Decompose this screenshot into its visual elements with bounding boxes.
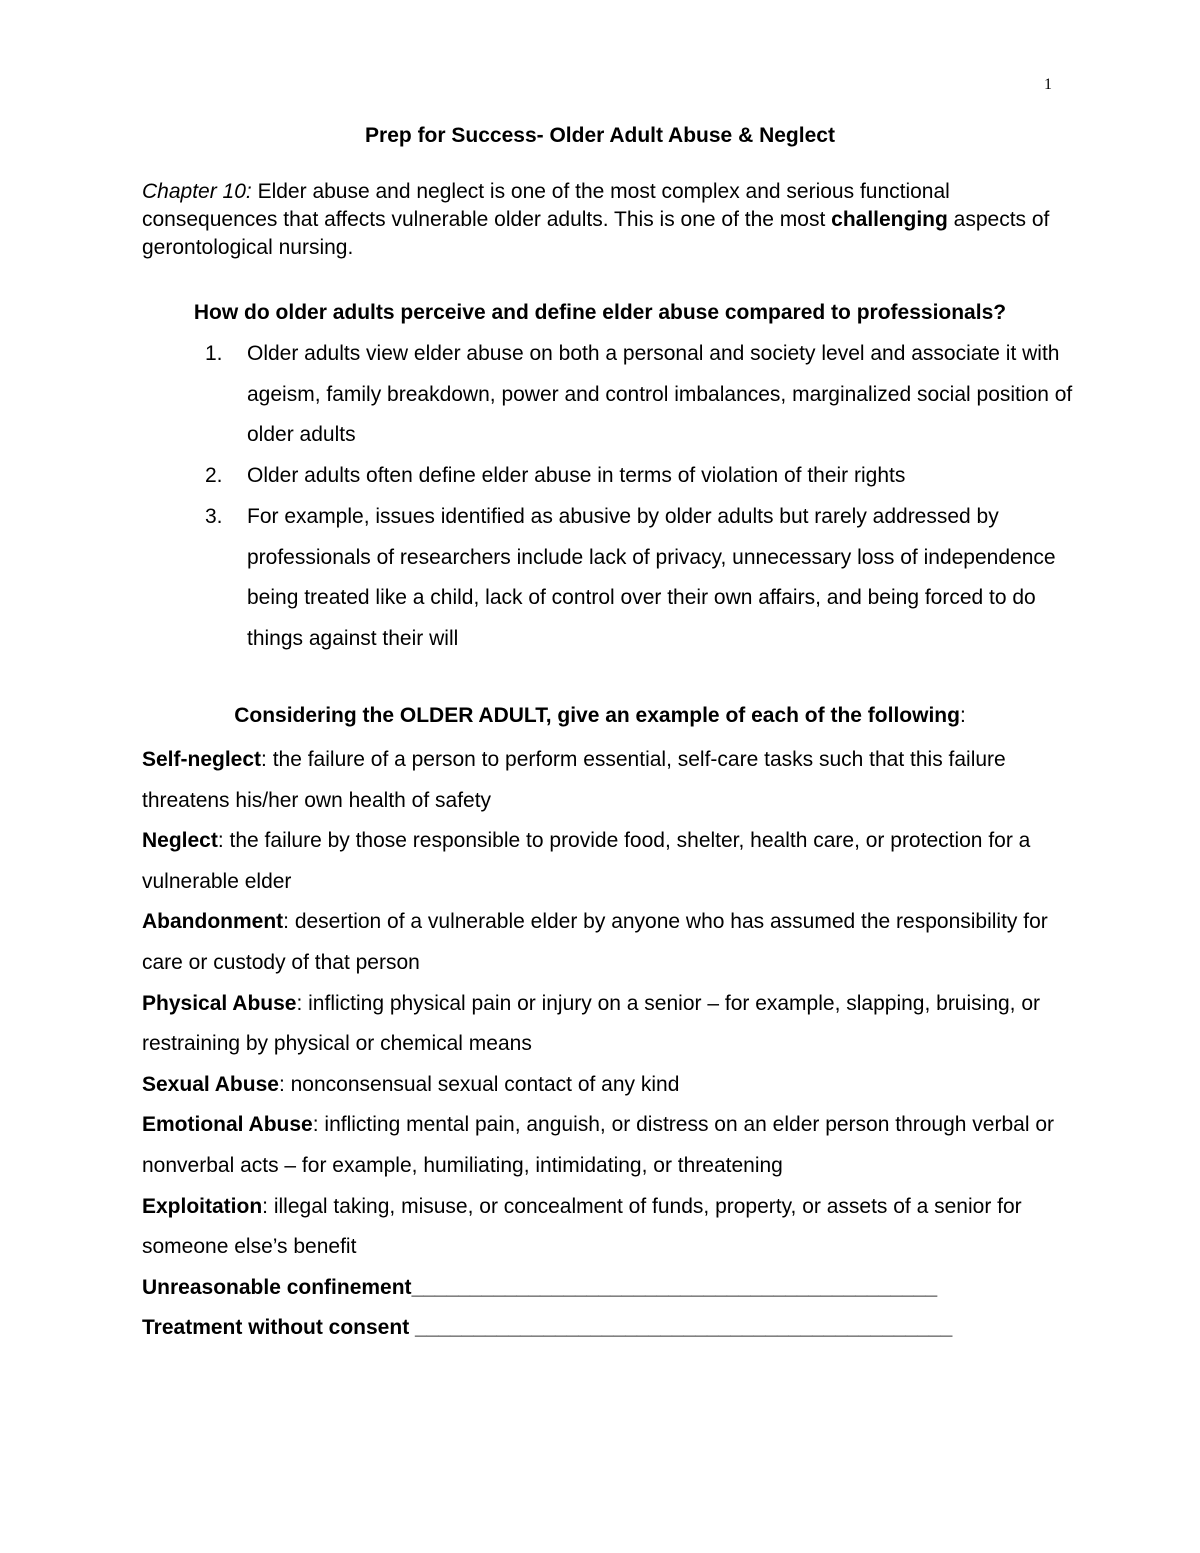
- blank-label: Treatment without consent: [142, 1316, 416, 1340]
- blank-underline: ______________________________________________: [415, 1316, 953, 1340]
- considering-heading: [0, 704, 1200, 728]
- considering-bold: Considering the OLDER ADULT, give an example of each of the following: [234, 704, 960, 727]
- list-item-text: Older adults often define elder abuse in terms of violation of their rights: [247, 464, 906, 488]
- definition-desc: : the failure by those responsible to provide food, shelter, health care, or protection for a vulnerable elder: [142, 829, 1031, 893]
- definition-item: [142, 984, 1082, 1065]
- list-item: [205, 334, 1075, 456]
- definition-desc: : illegal taking, misuse, or concealment of funds, property, or assets of a senior for someone else’s benefit: [142, 1194, 1022, 1259]
- definition-item: [142, 1065, 1082, 1106]
- definition-desc: : the failure of a person to perform essential, self-care tasks such that this failure threatens his/her own health of safety: [142, 748, 1006, 812]
- list-item-text: For example, issues identified as abusive by older adults but rarely addressed by professionals of researchers include lack of privacy, unnecessary loss of independence being treated like a child, lack of control over their own affairs, and being forced to do things against their will: [247, 504, 1056, 650]
- intro-paragraph: [142, 178, 1072, 262]
- fill-in-blank-confinement[interactable]: [142, 1268, 1082, 1309]
- definition-item: [142, 740, 1082, 821]
- list-item-text: Older adults view elder abuse on both a personal and society level and associate it with ageism, family breakdown, power and control imbalances, marginalized social position of older adults: [247, 342, 1073, 447]
- blank-underline: _____________________________________________: [411, 1275, 938, 1299]
- definition-term: Physical Abuse: [142, 991, 297, 1015]
- chapter-label: Chapter 10:: [142, 180, 252, 203]
- definition-item: [142, 1105, 1082, 1186]
- considering-suffix: :: [959, 704, 966, 727]
- list-number: 2.: [205, 464, 223, 488]
- definition-desc: : nonconsensual sexual contact of any kind: [278, 1072, 680, 1096]
- definition-item: [142, 821, 1082, 902]
- definition-term: Sexual Abuse: [142, 1072, 279, 1096]
- list-item: [205, 456, 1075, 497]
- definition-term: Neglect: [142, 829, 218, 853]
- intro-text-2: aspects of gerontological nursing.: [142, 208, 1050, 259]
- definition-item: [142, 902, 1082, 983]
- fill-in-blank-consent[interactable]: [142, 1308, 1082, 1349]
- list-item: [205, 497, 1075, 660]
- question-heading: How do older adults perceive and define elder abuse compared to professionals?: [193, 301, 1007, 324]
- definition-term: Abandonment: [142, 910, 284, 934]
- blank-label: Unreasonable confinement: [142, 1275, 412, 1299]
- definition-desc: : desertion of a vulnerable elder by anyone who has assumed the responsibility for care or custody of that person: [142, 910, 1048, 974]
- definition-item: [142, 1187, 1082, 1268]
- definition-term: Self-neglect: [142, 748, 262, 771]
- definition-term: Emotional Abuse: [142, 1113, 313, 1137]
- list-number: 3.: [205, 504, 223, 528]
- list-number: 1.: [205, 342, 223, 365]
- definition-term: Exploitation: [142, 1194, 263, 1218]
- document-title: Prep for Success- Older Adult Abuse & Neglect: [365, 124, 835, 147]
- intro-bold-word: challenging: [831, 208, 948, 231]
- answer-list: [205, 334, 1075, 660]
- page-number: 1: [1044, 76, 1052, 93]
- definitions-section: [142, 740, 1082, 1349]
- intro-text-1: Elder abuse and neglect is one of the most complex and serious functional consequences that affects vulnerable older adults. This is one of the most: [142, 180, 950, 231]
- definition-desc: : inflicting physical pain or injury on a senior – for example, slapping, bruising, or restraining by physical or chemical means: [142, 991, 1041, 1056]
- definition-desc: : inflicting mental pain, anguish, or distress on an elder person through verbal or nonverbal acts – for example, humiliating, intimidating, or threatening: [142, 1113, 1055, 1177]
